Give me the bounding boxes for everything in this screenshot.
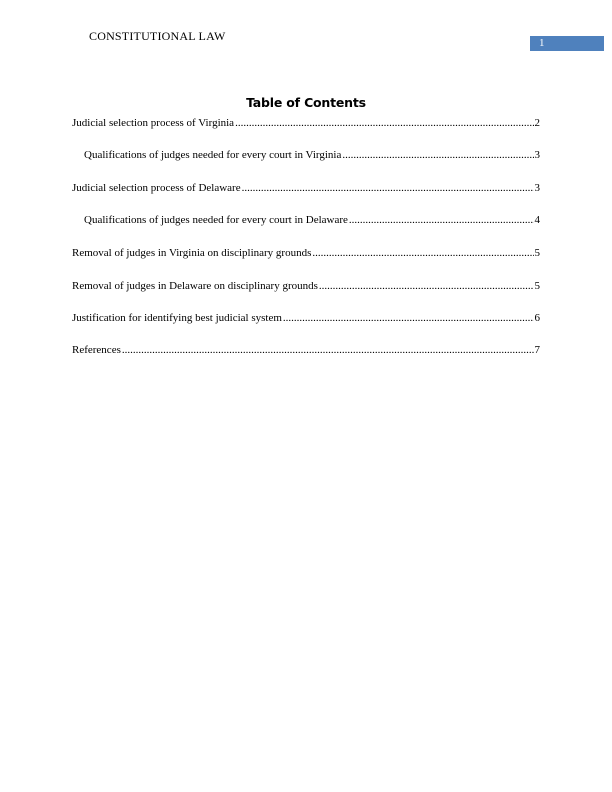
page-number-badge xyxy=(530,36,604,51)
toc-entry[interactable] xyxy=(72,310,540,326)
toc-entry[interactable] xyxy=(72,115,540,131)
toc-entry-page: 3 xyxy=(534,182,540,194)
toc-entry-label: Removal of judges in Delaware on disciplinary grounds xyxy=(72,280,318,292)
toc-entry-label: Qualifications of judges needed for every court in Delaware xyxy=(84,214,348,226)
toc-entry-page: 6 xyxy=(534,312,540,324)
toc-entry-page: 2 xyxy=(534,117,540,129)
toc-entry[interactable] xyxy=(84,147,540,163)
toc-entry-label: Removal of judges in Virginia on disciplinary grounds xyxy=(72,247,312,259)
toc-dot-leader xyxy=(349,212,534,228)
toc-dot-leader xyxy=(122,342,534,358)
toc-dot-leader xyxy=(342,147,533,163)
toc-title: Table of Contents xyxy=(246,95,366,110)
toc-entry[interactable] xyxy=(72,278,540,294)
toc-entry[interactable] xyxy=(72,245,540,261)
toc-entry-label: Judicial selection process of Virginia xyxy=(72,117,235,129)
toc-entry-label: Qualifications of judges needed for every court in Virginia xyxy=(84,149,342,161)
toc-entry-label: Justification for identifying best judicial system xyxy=(72,312,282,324)
toc-entry-page: 3 xyxy=(534,149,540,161)
toc-dot-leader xyxy=(235,115,533,131)
running-head: CONSTITUTIONAL LAW xyxy=(89,29,226,43)
toc-entry-page: 5 xyxy=(534,247,540,259)
toc-dot-leader xyxy=(312,245,533,261)
toc-entry-label: Judicial selection process of Delaware xyxy=(72,182,241,194)
toc-entry[interactable] xyxy=(84,212,540,228)
toc-entry-page: 5 xyxy=(534,280,540,292)
page-number: 1 xyxy=(539,37,545,49)
toc-entry-label: References xyxy=(72,344,121,356)
toc-dot-leader xyxy=(319,278,534,294)
toc-entry[interactable] xyxy=(72,342,540,358)
toc-entry[interactable] xyxy=(72,180,540,196)
toc-dot-leader xyxy=(283,310,534,326)
toc-entry-page: 4 xyxy=(534,214,540,226)
toc-entry-page: 7 xyxy=(534,344,540,356)
toc-dot-leader xyxy=(242,180,534,196)
